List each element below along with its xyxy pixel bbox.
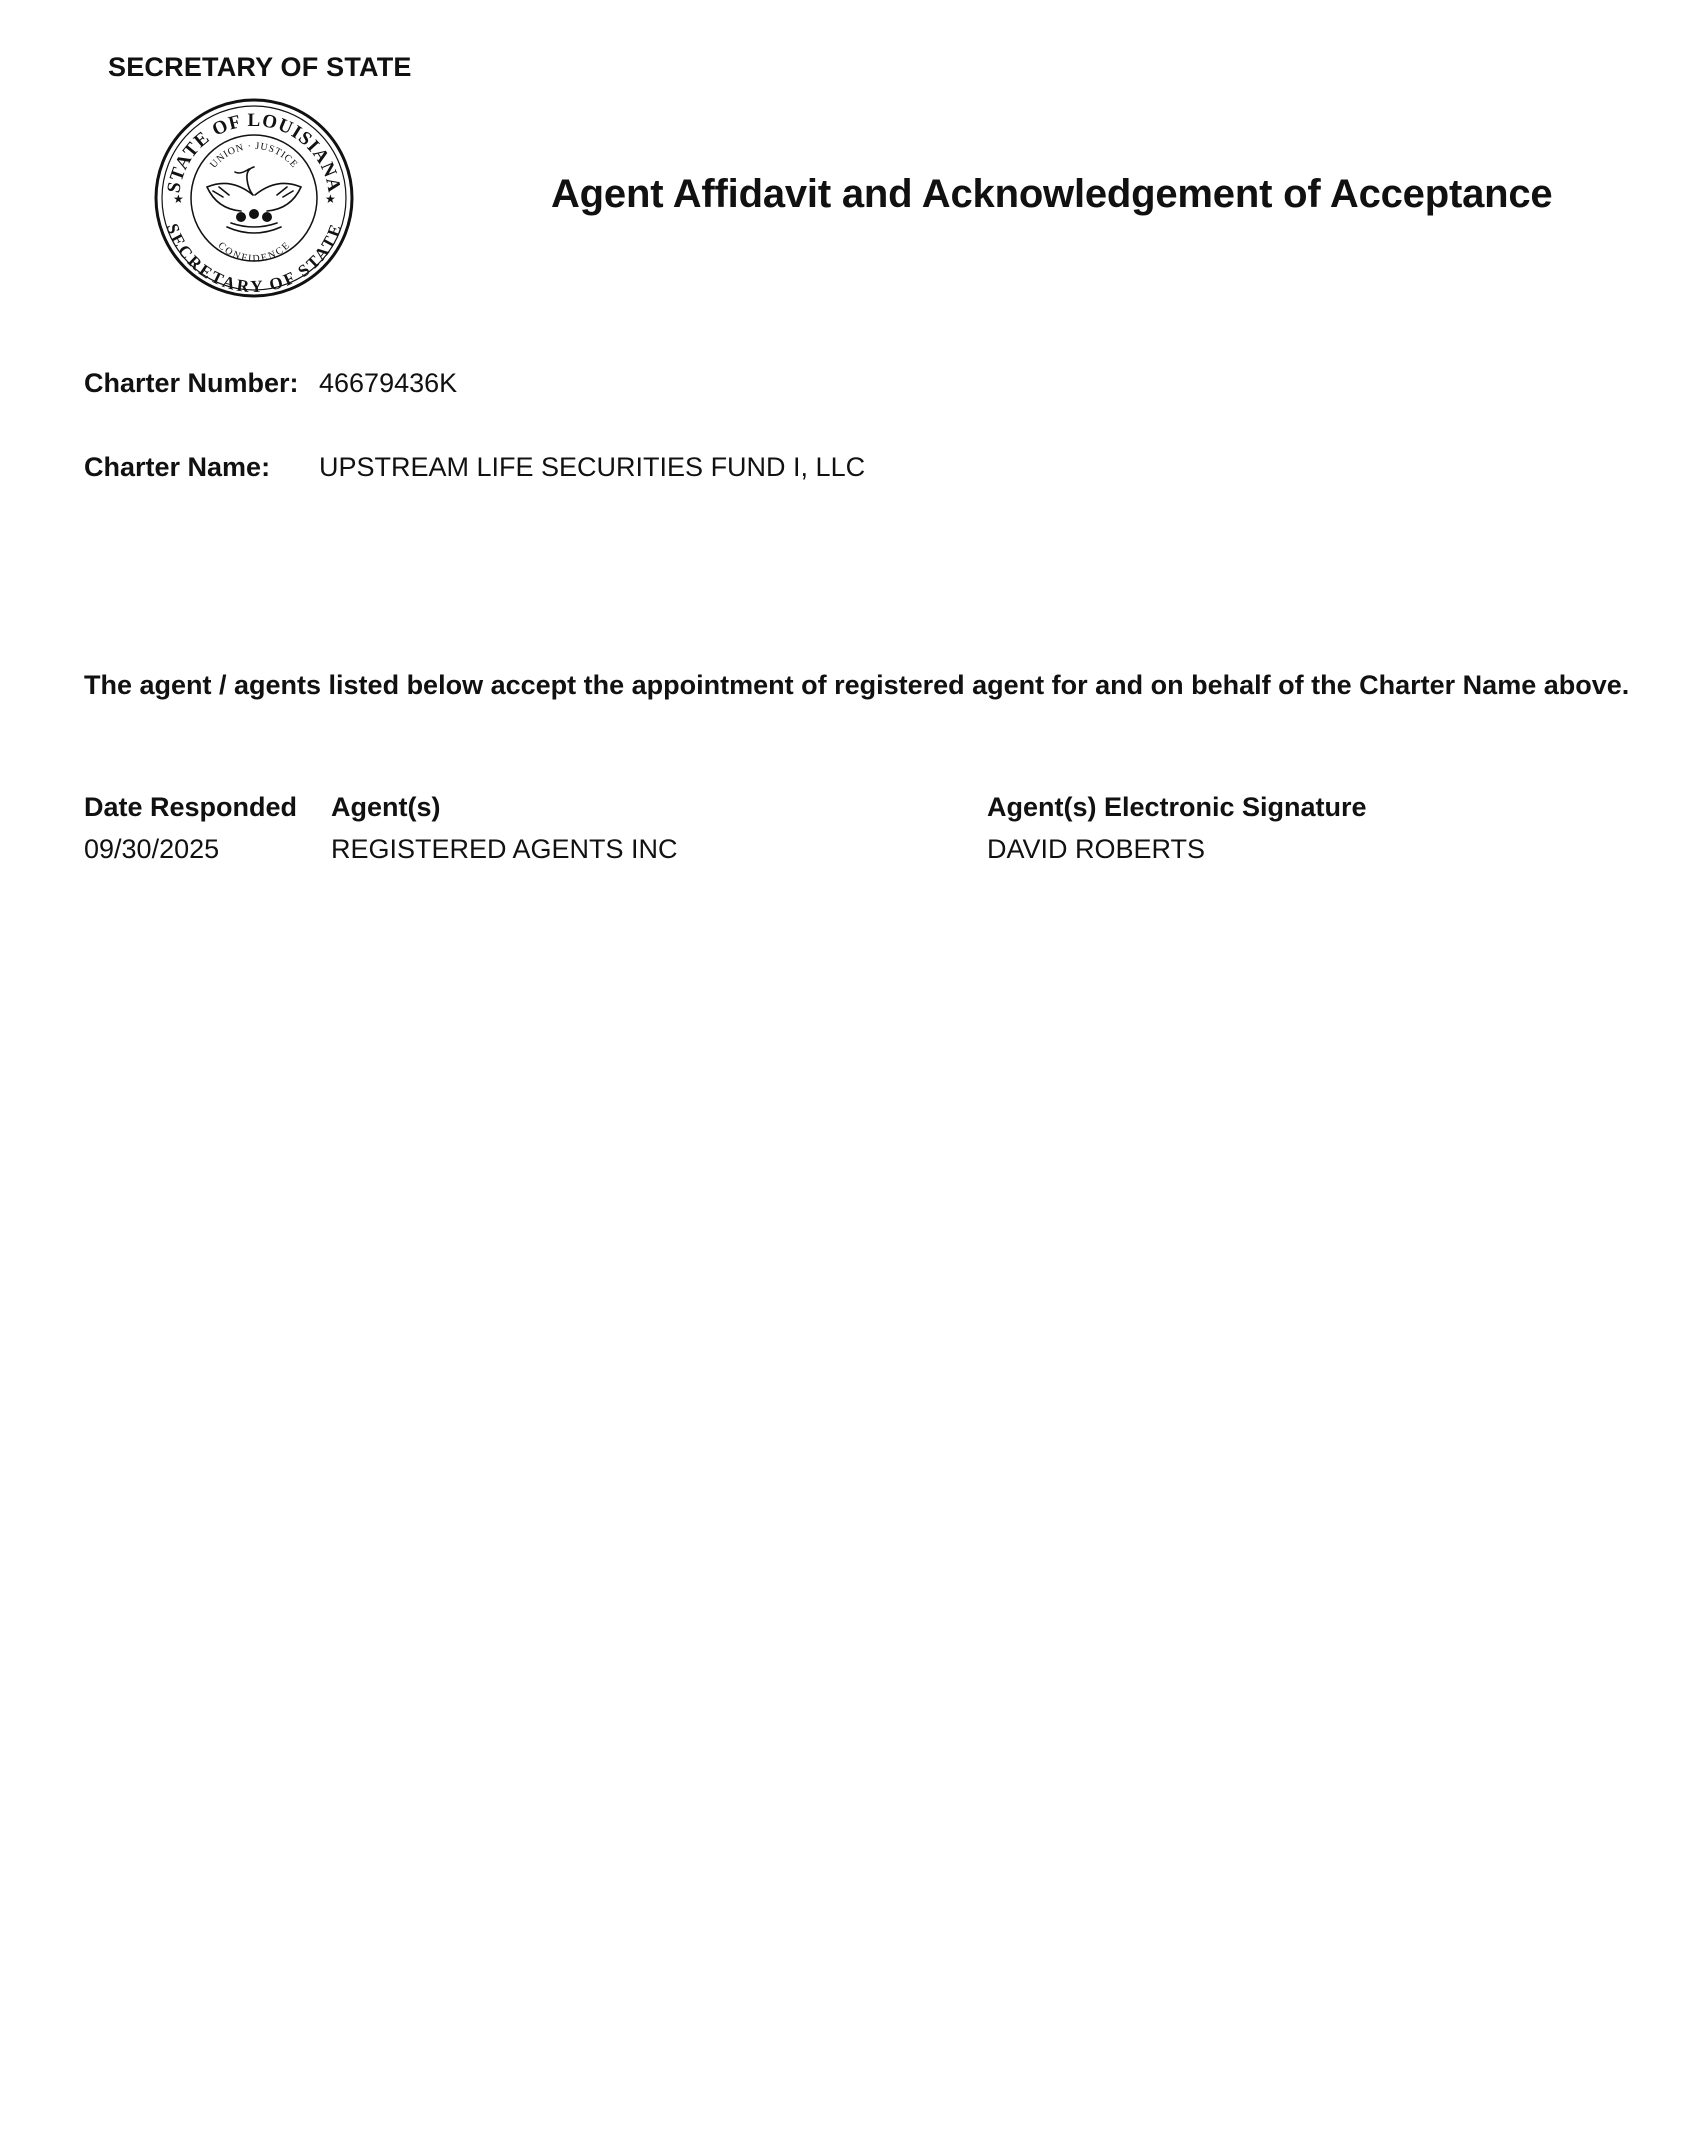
acceptance-statement: The agent / agents listed below accept the appointment of registered agent for and on behalf of the Charter Name above. [84, 670, 1630, 700]
svg-text:UNION · JUSTICE: UNION · JUSTICE [208, 140, 300, 171]
agent-name-cell: REGISTERED AGENTS INC [331, 834, 678, 864]
charter-number-value: 46679436K [319, 368, 458, 398]
state-seal-icon [153, 97, 355, 299]
column-header-signature: Agent(s) Electronic Signature [987, 792, 1367, 822]
charter-number-label: Charter Number: [84, 368, 299, 398]
svg-text:SECRETARY OF STATE: SECRETARY OF STATE [162, 221, 346, 297]
svg-text:★: ★ [325, 192, 336, 206]
agency-name: SECRETARY OF STATE [108, 52, 412, 82]
charter-name-label: Charter Name: [84, 452, 271, 482]
electronic-signature-cell: DAVID ROBERTS [987, 834, 1206, 864]
column-header-agents: Agent(s) [331, 792, 441, 822]
svg-text:STATE OF LOUISIANA: STATE OF LOUISIANA [163, 109, 345, 195]
date-responded-cell: 09/30/2025 [84, 834, 220, 864]
svg-text:★: ★ [173, 192, 184, 206]
column-header-date: Date Responded [84, 792, 298, 822]
document-title: Agent Affidavit and Acknowledgement of Acceptance [551, 172, 1553, 216]
svg-text:CONFIDENCE: CONFIDENCE [215, 240, 293, 265]
charter-name-value: UPSTREAM LIFE SECURITIES FUND I, LLC [319, 452, 866, 482]
